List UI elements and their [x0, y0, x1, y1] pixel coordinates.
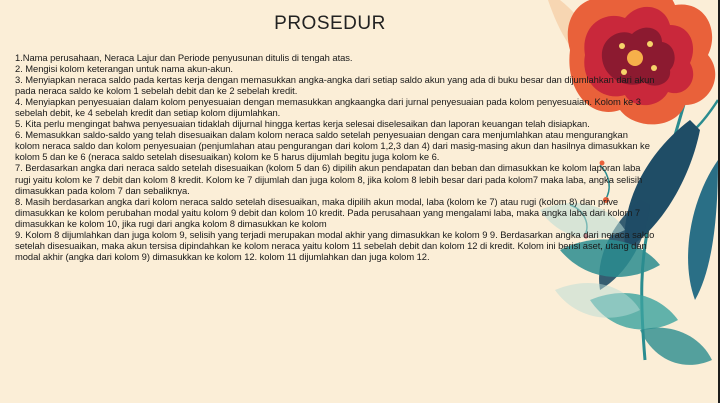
procedure-step: 8. Masih berdasarkan angka dari kolom neraca saldo setelah disesuaikan, maka dipilih akun modal, laba (kolom ke 7) atau rugi (kolom 8) dan prive dimasukkan ke kolom perubahan modal yaitu kolom 9 debit dan kolom 10 kredit. Pada perusahaan yang mengalami laba, maka angka laba dari kolom 7 dimasukkan ke kolom 10, jika rugi dari angka kolom 8 dimasukkan ke kolom [15, 195, 641, 229]
slide-title: PROSEDUR [274, 13, 386, 34]
procedure-step: 2. Mengisi kolom keterangan untuk nama akun-akun. [15, 63, 233, 75]
procedure-list [15, 52, 655, 262]
procedure-step: 9. Kolom 8 dijumlahkan dan juga kolom 9, selisih yang terjadi merupakan modal akhir yang dimasukkan ke kolom 9 9. Berdasarkan angka dari neraca saldo setelah disesuaikan, maka akun tersisa dipindahkan ke kolom neraca yaitu kolom 11 sebelah debit dan kolom 12 di kredit. Kolom ini berisi aset, utang dan modal akhir (angka dari kolom 9) dimasukkan ke kolom 12. kolom 11 dijumlahkan dan juga kolom 12. [15, 228, 655, 262]
procedure-step: 4. Menyiapkan penyesuaian dalam kolom penyesuaian dengan memasukkan angkaangka dari jurnal penyesuaian pada kolom penyesuaian. Kolom ke 3 sebelah debit, ke 4 sebelah kredit dan setiap kolom dijumlahkan. [15, 96, 641, 119]
procedure-step: 1.Nama perusahaan, Neraca Lajur dan Periode penyusunan ditulis di tengah atas. [15, 52, 353, 63]
procedure-step: 6. Memasukkan saldo-saldo yang telah disesuaikan dalam kolom neraca saldo setelah penyesuaian dengan cara menjumlahkan atau mengurangkan kolom neraca saldo dan kolom penyesuaian (penjumlahan atau pengurangan dari kolom 1,2,3 dan 4) dari masig-masing akun dan hasilnya dimasukkan ke kolom 5 dan ke 6 (neraca saldo setelah disesuaikan) kolom ke 5 harus dijumlah begitu juga kolom ke 6. [15, 129, 650, 163]
procedure-step: 5. Kita perlu mengingat bahwa penyesuaian tidaklah dijurnal hingga kertas kerja selesai diselesaikan dan laporan keuangan telah disiapkan. [15, 118, 590, 130]
leaf [640, 328, 712, 365]
leaf-outline [555, 283, 640, 318]
procedure-step: 3. Menyiapkan neraca saldo pada kertas kerja dengan memasukkan angka-angka dari setiap saldo akun yang ada di buku besar dan dijumlahkan dari akun pada neraca saldo ke kolom 1 sebelah debit dan ke 2 sebelah kredit. [15, 74, 655, 97]
procedure-step: 7. Berdasarkan angka dari neraca saldo setelah disesuaikan (kolom 5 dan 6) dipilih akun pendapatan dan beban dan dimasukkan ke kolom laporan laba rugi yaitu kolom ke 7 debit dan kolom 8 kredit. Kolom ke 7 dijumlah dan juga kolom 8, jika kolom 8 lebih besar dari pada kolom7 maka laba, angka selisih dimasukkan pada kolom 7 dan sebaliknya. [15, 162, 643, 196]
leaf [688, 160, 718, 300]
